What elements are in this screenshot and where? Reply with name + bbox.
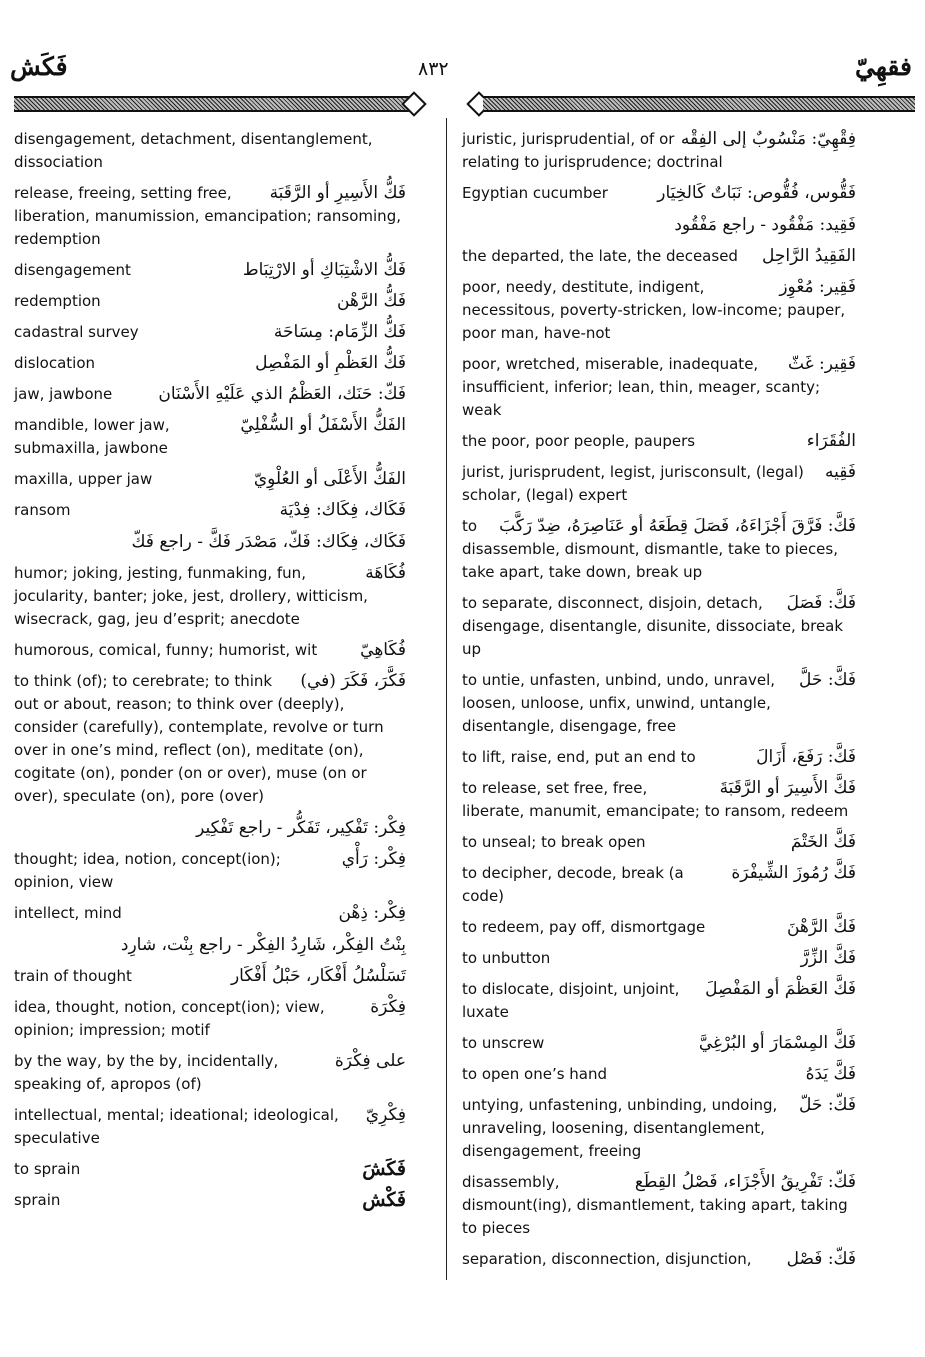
english-definition: to unscrew (462, 1034, 545, 1052)
arabic-headword: الفَكُّ الأَعْلَى أو العُلْوِيّ (253, 469, 406, 489)
english-definition: intellectual, mental; ideational; ideological, speculative (14, 1106, 339, 1147)
dictionary-entry (462, 353, 856, 422)
english-definition: train of thought (14, 967, 132, 985)
dictionary-entry (462, 978, 856, 1024)
dictionary-entry (462, 430, 856, 453)
header-rule-left (14, 96, 410, 112)
arabic-headword: تَسَلْسُلُ أَفْكَار، حَبْلُ أَفْكَار (230, 966, 406, 986)
arabic-headword: فِكْر: رَأْي (341, 849, 406, 869)
dictionary-entry (14, 290, 406, 313)
dictionary-entry (462, 592, 856, 661)
english-definition: to think (of); to cerebrate; to think out or about, reason; to think over (deeply), consider (carefully), contemplate, revolve or turn over in one’s mind, reflect (on), meditate (on), cogitate (on), ponder (on or over), muse (on or over), speculate (on), pore (over) (14, 672, 384, 805)
arabic-headword: فَكَّ العَظْمَ أو المَفْصِلَ (705, 979, 856, 999)
dictionary-entry (14, 996, 406, 1042)
arabic-headword: الفَكُّ الأَسْفَلُ أو السُّفْلِيّ (240, 415, 406, 435)
dictionary-entry (462, 777, 856, 823)
english-definition: intellect, mind (14, 904, 122, 922)
arabic-headword: فَكَشَ (362, 1158, 406, 1180)
dictionary-entry (14, 848, 406, 894)
english-definition: to decipher, decode, break (a code) (462, 864, 684, 905)
arabic-cross-reference: بِنْتُ الفِكْر، شَارِدُ الفِكْر - راجع بِنْت، شارِد (120, 935, 406, 955)
dictionary-entry (14, 321, 406, 344)
dictionary-entry (462, 461, 856, 507)
english-definition: redemption (14, 292, 101, 310)
dictionary-entry (462, 1094, 856, 1163)
english-definition: to open one’s hand (462, 1065, 608, 1083)
arabic-headword: فَكَّ رُمُوزَ الشِّيفْرَة (731, 863, 856, 883)
english-definition: mandible, lower jaw, submaxilla, jawbone (14, 416, 170, 457)
arabic-headword: فَكْش (362, 1189, 406, 1211)
header-rule-right (483, 96, 915, 112)
arabic-headword: فَقِير: مُعْوِز (779, 277, 856, 297)
arabic-headword: فَقِيه (825, 462, 856, 482)
dictionary-entry (462, 862, 856, 908)
english-definition: to sprain (14, 1160, 81, 1178)
english-definition: maxilla, upper jaw (14, 470, 153, 488)
dictionary-entry (14, 670, 406, 808)
english-definition: cadastral survey (14, 323, 139, 341)
dictionary-entry (14, 468, 406, 491)
english-definition: to unbutton (462, 949, 551, 967)
guide-word-left: فَكَش (10, 52, 68, 81)
arabic-headword: فَكَّ: رَفَعَ، أَزَالَ (756, 747, 856, 767)
dictionary-entry (14, 902, 406, 925)
english-definition: juristic, jurisprudential, of or relating to jurisprudence; doctrinal (462, 130, 723, 171)
arabic-headword: فُكَاهَة (365, 563, 406, 583)
arabic-headword: فَقُّوس، فُقُّوص: نَبَاتٌ كَالخِيَار (657, 183, 856, 203)
dictionary-entry (14, 414, 406, 460)
dictionary-entry (462, 276, 856, 345)
english-definition: to unseal; to break open (462, 833, 646, 851)
english-definition: by the way, by the by, incidentally, speaking of, apropos (of) (14, 1052, 279, 1093)
arabic-headword: فِقْهِيّ: مَنْسُوبٌ إلى الفِقْه (680, 129, 856, 149)
english-definition: disengagement (14, 261, 131, 279)
arabic-cross-reference: فَقِيد: مَفْقُود - راجع مَفْقُود (674, 215, 856, 235)
dictionary-entry (462, 128, 856, 174)
dictionary-entry (14, 562, 406, 631)
dictionary-entry (14, 128, 406, 174)
dictionary-entry (462, 245, 856, 268)
column-divider (446, 118, 447, 1280)
dictionary-entry (14, 639, 406, 662)
dictionary-entry (14, 1189, 406, 1212)
english-definition: idea, thought, notion, concept(ion); view, opinion; impression; motif (14, 998, 325, 1039)
arabic-headword: فَكَّرَ، فَكَرَ (في) (300, 671, 406, 691)
dictionary-entry (14, 383, 406, 406)
dictionary-entry (462, 746, 856, 769)
dictionary-entry (462, 831, 856, 854)
arabic-headword: فَكَّ الأَسِيرَ أو الرَّقَبَةَ (719, 778, 856, 798)
english-definition: ransom (14, 501, 71, 519)
dictionary-entry (462, 515, 856, 584)
english-definition: jaw, jawbone (14, 385, 113, 403)
arabic-headword: فِكْرِيّ (365, 1105, 406, 1125)
arabic-headword: فَكّ: حَنَك، العَظْمُ الذي عَلَيْهِ الأَسْنَان (158, 384, 406, 404)
dictionary-entry (14, 499, 406, 522)
english-definition: sprain (14, 1191, 61, 1209)
english-definition: disengagement, detachment, disentanglement, dissociation (14, 130, 373, 171)
dictionary-entry (14, 1104, 406, 1150)
arabic-headword: فَكُّ العَظْمِ أو المَفْصِل (255, 353, 406, 373)
arabic-headword: فَكُّ الرَّهْن (336, 291, 406, 311)
arabic-cross-reference: فَكَاك، فِكَاك: فَكّ، مَصْدَر فَكَّ - راجع فَكّ (131, 532, 406, 552)
english-definition: poor, wretched, miserable, inadequate, insufficient, inferior; lean, thin, meager, scanty; weak (462, 355, 821, 419)
english-definition: separation, disconnection, disjunction, (462, 1250, 752, 1268)
english-definition: the poor, poor people, paupers (462, 432, 696, 450)
arabic-headword: فَكّ: فَصْل (786, 1249, 856, 1269)
arabic-headword: فَكُّ الاشْتِبَاكِ أو الارْتِبَاط (242, 260, 406, 280)
english-definition: to lift, raise, end, put an end to (462, 748, 696, 766)
dictionary-entry (14, 352, 406, 375)
arabic-headword: فَكَّ الزِّرَّ (800, 948, 856, 968)
english-definition: dislocation (14, 354, 96, 372)
dictionary-entry (14, 965, 406, 988)
dictionary-entry (14, 1158, 406, 1181)
left-column (14, 128, 406, 1220)
page-number: ٨٣٢ (418, 58, 449, 80)
english-definition: Egyptian cucumber (462, 184, 608, 202)
english-definition: humorous, comical, funny; humorist, wit (14, 641, 318, 659)
dictionary-entry (462, 182, 856, 205)
english-definition: untying, unfastening, unbinding, undoing, unraveling, loosening, disentanglement, disengagement, freeing (462, 1096, 778, 1160)
arabic-cross-reference: فِكْر: تَفْكِير، تَفَكُّر - راجع تَفْكِير (196, 818, 406, 838)
arabic-headword: فَكَّ: فَرَّقَ أَجْزَاءَهُ، فَصَلَ قِطَعَهُ أو عَنَاصِرَهُ، ضِدّ رَكَّبَ (499, 516, 856, 536)
arabic-headword: فَكَّ: حَلَّ (799, 670, 856, 690)
dictionary-entry (462, 669, 856, 738)
page-header (0, 52, 925, 92)
arabic-headword: فَكَّ الرَّهْنَ (786, 917, 856, 937)
arabic-headword: فَكُّ الزِّمَام: مِسَاحَة (273, 322, 406, 342)
arabic-headword: فَكُّ الأَسِيرِ أو الرَّقَبَة (269, 183, 406, 203)
english-definition: thought; idea, notion, concept(ion); opinion, view (14, 850, 281, 891)
dictionary-entry (462, 947, 856, 970)
english-definition: disassembly, dismount(ing), dismantlement, taking apart, taking to pieces (462, 1173, 848, 1237)
arabic-headword: الفَقِيدُ الرَّاحِل (762, 246, 856, 266)
arabic-headword: فَكَاك، فِكَاك: فِدْيَة (279, 500, 406, 520)
arabic-headword: فَكَّ يَدَهُ (805, 1064, 856, 1084)
arabic-headword: فَكَّ المِسْمَارَ أو البُرْغِيَّ (698, 1033, 856, 1053)
arabic-headword: على فِكْرَة (334, 1051, 406, 1071)
dictionary-entry (462, 1171, 856, 1240)
arabic-headword: الفُقَرَاء (806, 431, 856, 451)
arabic-headword: فَكَّ: فَصَلَ (786, 593, 856, 613)
english-definition: to untie, unfasten, unbind, undo, unravel, loosen, unloose, unfix, unwind, untangle, disentangle, disengage, free (462, 671, 776, 735)
english-definition: release, freeing, setting free, liberation, manumission, emancipation; ransoming, redemption (14, 184, 401, 248)
english-definition: poor, needy, destitute, indigent, necessitous, poverty-stricken, low-income; pauper, poor man, have-not (462, 278, 846, 342)
english-definition: to disassemble, dismount, dismantle, take to pieces, take apart, take down, break up (462, 517, 838, 581)
english-definition: jurist, jurisprudent, legist, jurisconsult, (legal) scholar, (legal) expert (462, 463, 804, 504)
dictionary-entry (462, 1248, 856, 1271)
dictionary-entry (462, 1032, 856, 1055)
dictionary-entry (462, 1063, 856, 1086)
english-definition: to redeem, pay off, dismortgage (462, 918, 706, 936)
guide-word-right: فقهِيّ (855, 52, 912, 81)
english-definition: to dislocate, disjoint, unjoint, luxate (462, 980, 680, 1021)
dictionary-entry (462, 916, 856, 939)
dictionary-entry (14, 259, 406, 282)
arabic-headword: فَكّ: حَلّ (799, 1095, 856, 1115)
arabic-headword: فِكْرَة (370, 997, 406, 1017)
arabic-headword: فَكَّ الخَتْمَ (790, 832, 856, 852)
arabic-headword: فِكْر: ذِهْن (338, 903, 406, 923)
arabic-headword: فُكَاهِيّ (360, 640, 406, 660)
dictionary-entry (14, 1050, 406, 1096)
right-column (462, 128, 856, 1279)
english-definition: to separate, disconnect, disjoin, detach, disengage, disentangle, disunite, dissociate, break up (462, 594, 844, 658)
dictionary-entry (14, 182, 406, 251)
english-definition: humor; joking, jesting, funmaking, fun, jocularity, banter; joke, jest, drollery, witticism, wisecrack, gag, jeu d’esprit; anecdote (14, 564, 368, 628)
english-definition: the departed, the late, the deceased (462, 247, 738, 265)
arabic-headword: فَكّ: تَفْرِيقُ الأَجْزَاء، فَصْلُ القِطَع (634, 1172, 856, 1192)
arabic-headword: فَقِير: غَثّ (788, 354, 856, 374)
english-definition: to release, set free, free, liberate, manumit, emancipate; to ransom, redeem (462, 779, 849, 820)
